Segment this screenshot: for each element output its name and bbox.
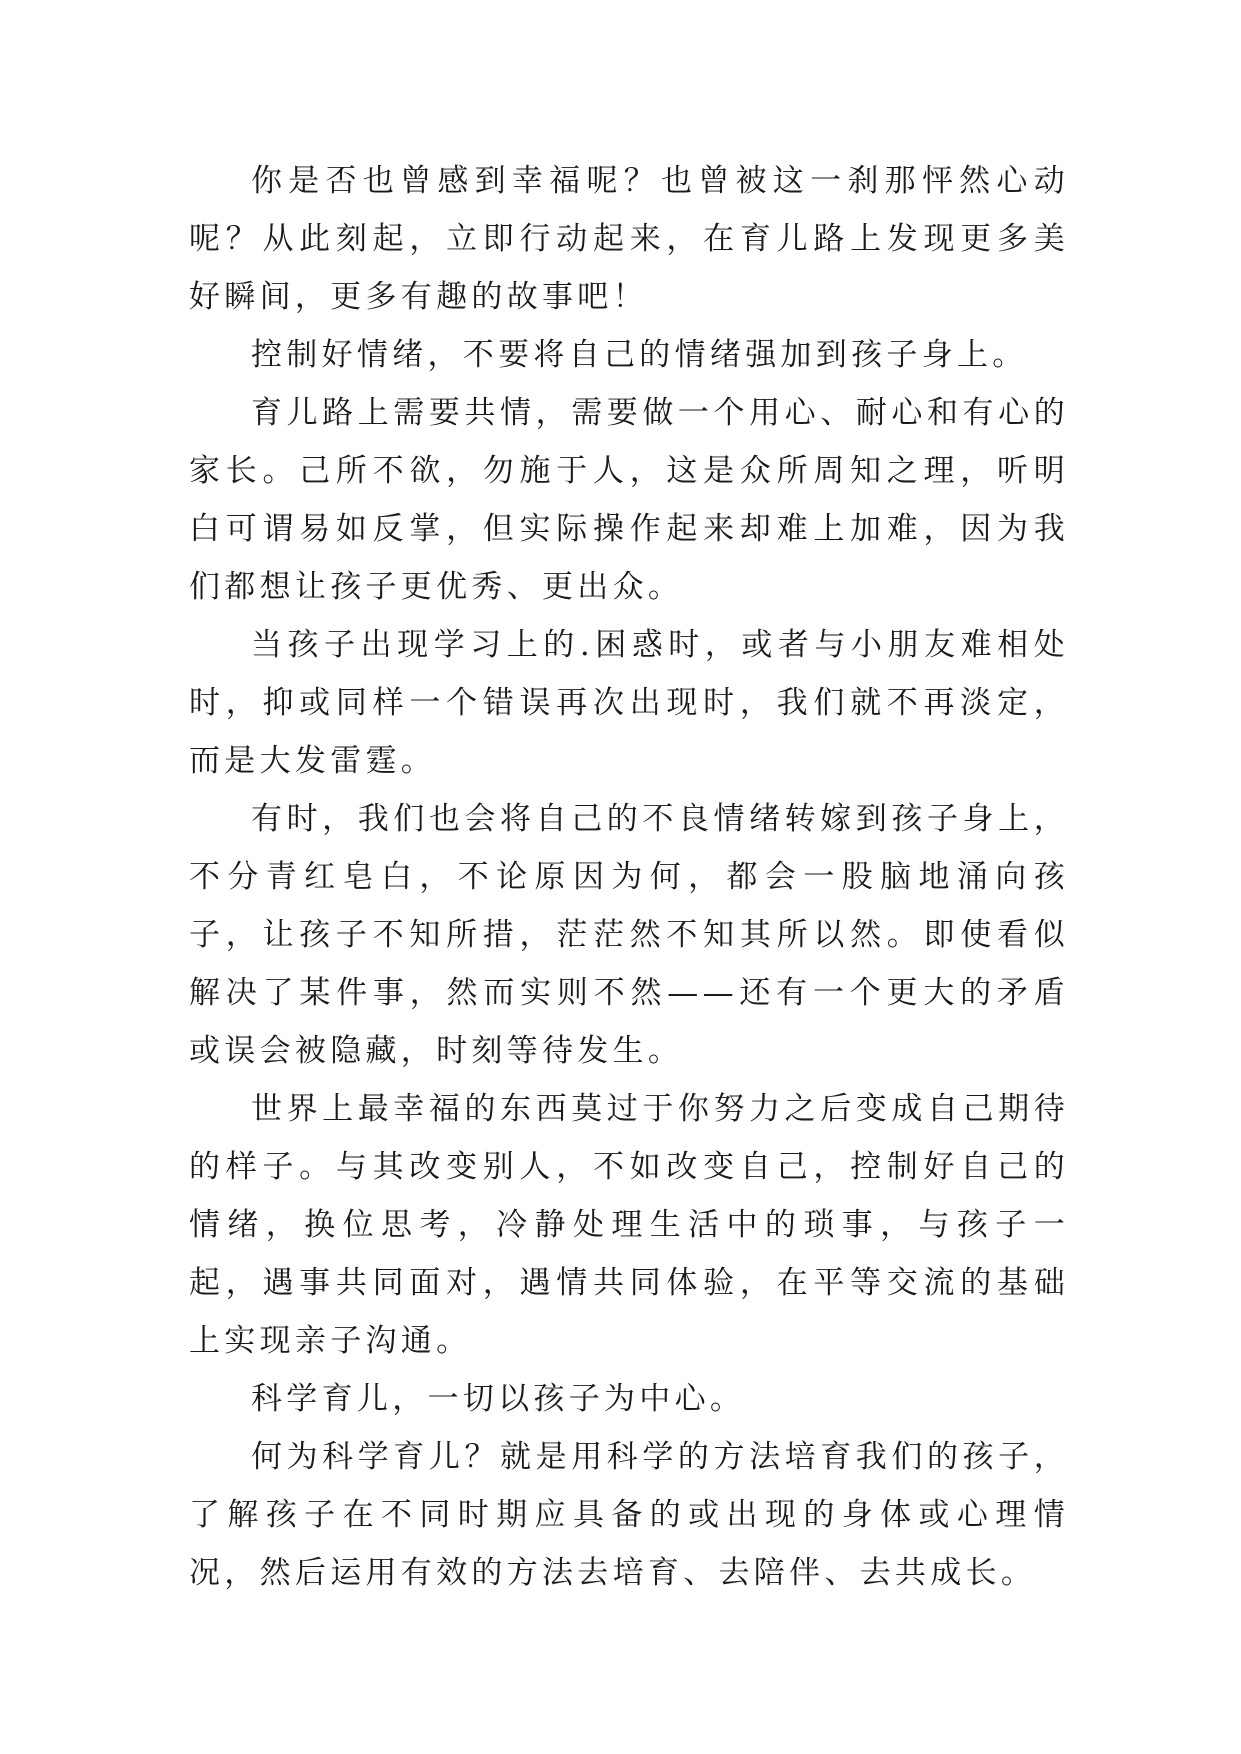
paragraph: 育儿路上需要共情，需要做一个用心、耐心和有心的家长。己所不欲，勿施于人，这是众所周知之理，听明白可谓易如反掌，但实际操作起来却难上加难，因为我们都想让孩子更优秀、更出众。 [189, 395, 1069, 605]
paragraph: 有时，我们也会将自己的不良情绪转嫁到孩子身上，不分青红皂白，不论原因为何，都会一股脑地涌向孩子，让孩子不知所措，茫茫然不知其所以然。即使看似解决了某件事，然而实则不然——还有一个更大的矛盾或误会被隐藏，时刻等待发生。 [189, 801, 1069, 1069]
paragraph: 何为科学育儿？就是用科学的方法培育我们的孩子，了解孩子在不同时期应具备的或出现的身体或心理情况，然后运用有效的方法去培育、去陪伴、去共成长。 [189, 1439, 1069, 1591]
document-body [189, 152, 1069, 1602]
paragraph: 你是否也曾感到幸福呢？也曾被这一刹那怦然心动呢？从此刻起，立即行动起来，在育儿路上发现更多美好瞬间，更多有趣的故事吧！ [189, 163, 1069, 315]
paragraph: 当孩子出现学习上的.困惑时，或者与小朋友难相处时，抑或同样一个错误再次出现时，我们就不再淡定，而是大发雷霆。 [189, 627, 1069, 779]
paragraph: 科学育儿，一切以孩子为中心。 [251, 1381, 746, 1417]
paragraph: 控制好情绪，不要将自己的情绪强加到孩子身上。 [251, 337, 1028, 373]
paragraph: 世界上最幸福的东西莫过于你努力之后变成自己期待的样子。与其改变别人，不如改变自己，控制好自己的情绪，换位思考，冷静处理生活中的琐事，与孩子一起，遇事共同面对，遇情共同体验，在平等交流的基础上实现亲子沟通。 [189, 1091, 1069, 1359]
